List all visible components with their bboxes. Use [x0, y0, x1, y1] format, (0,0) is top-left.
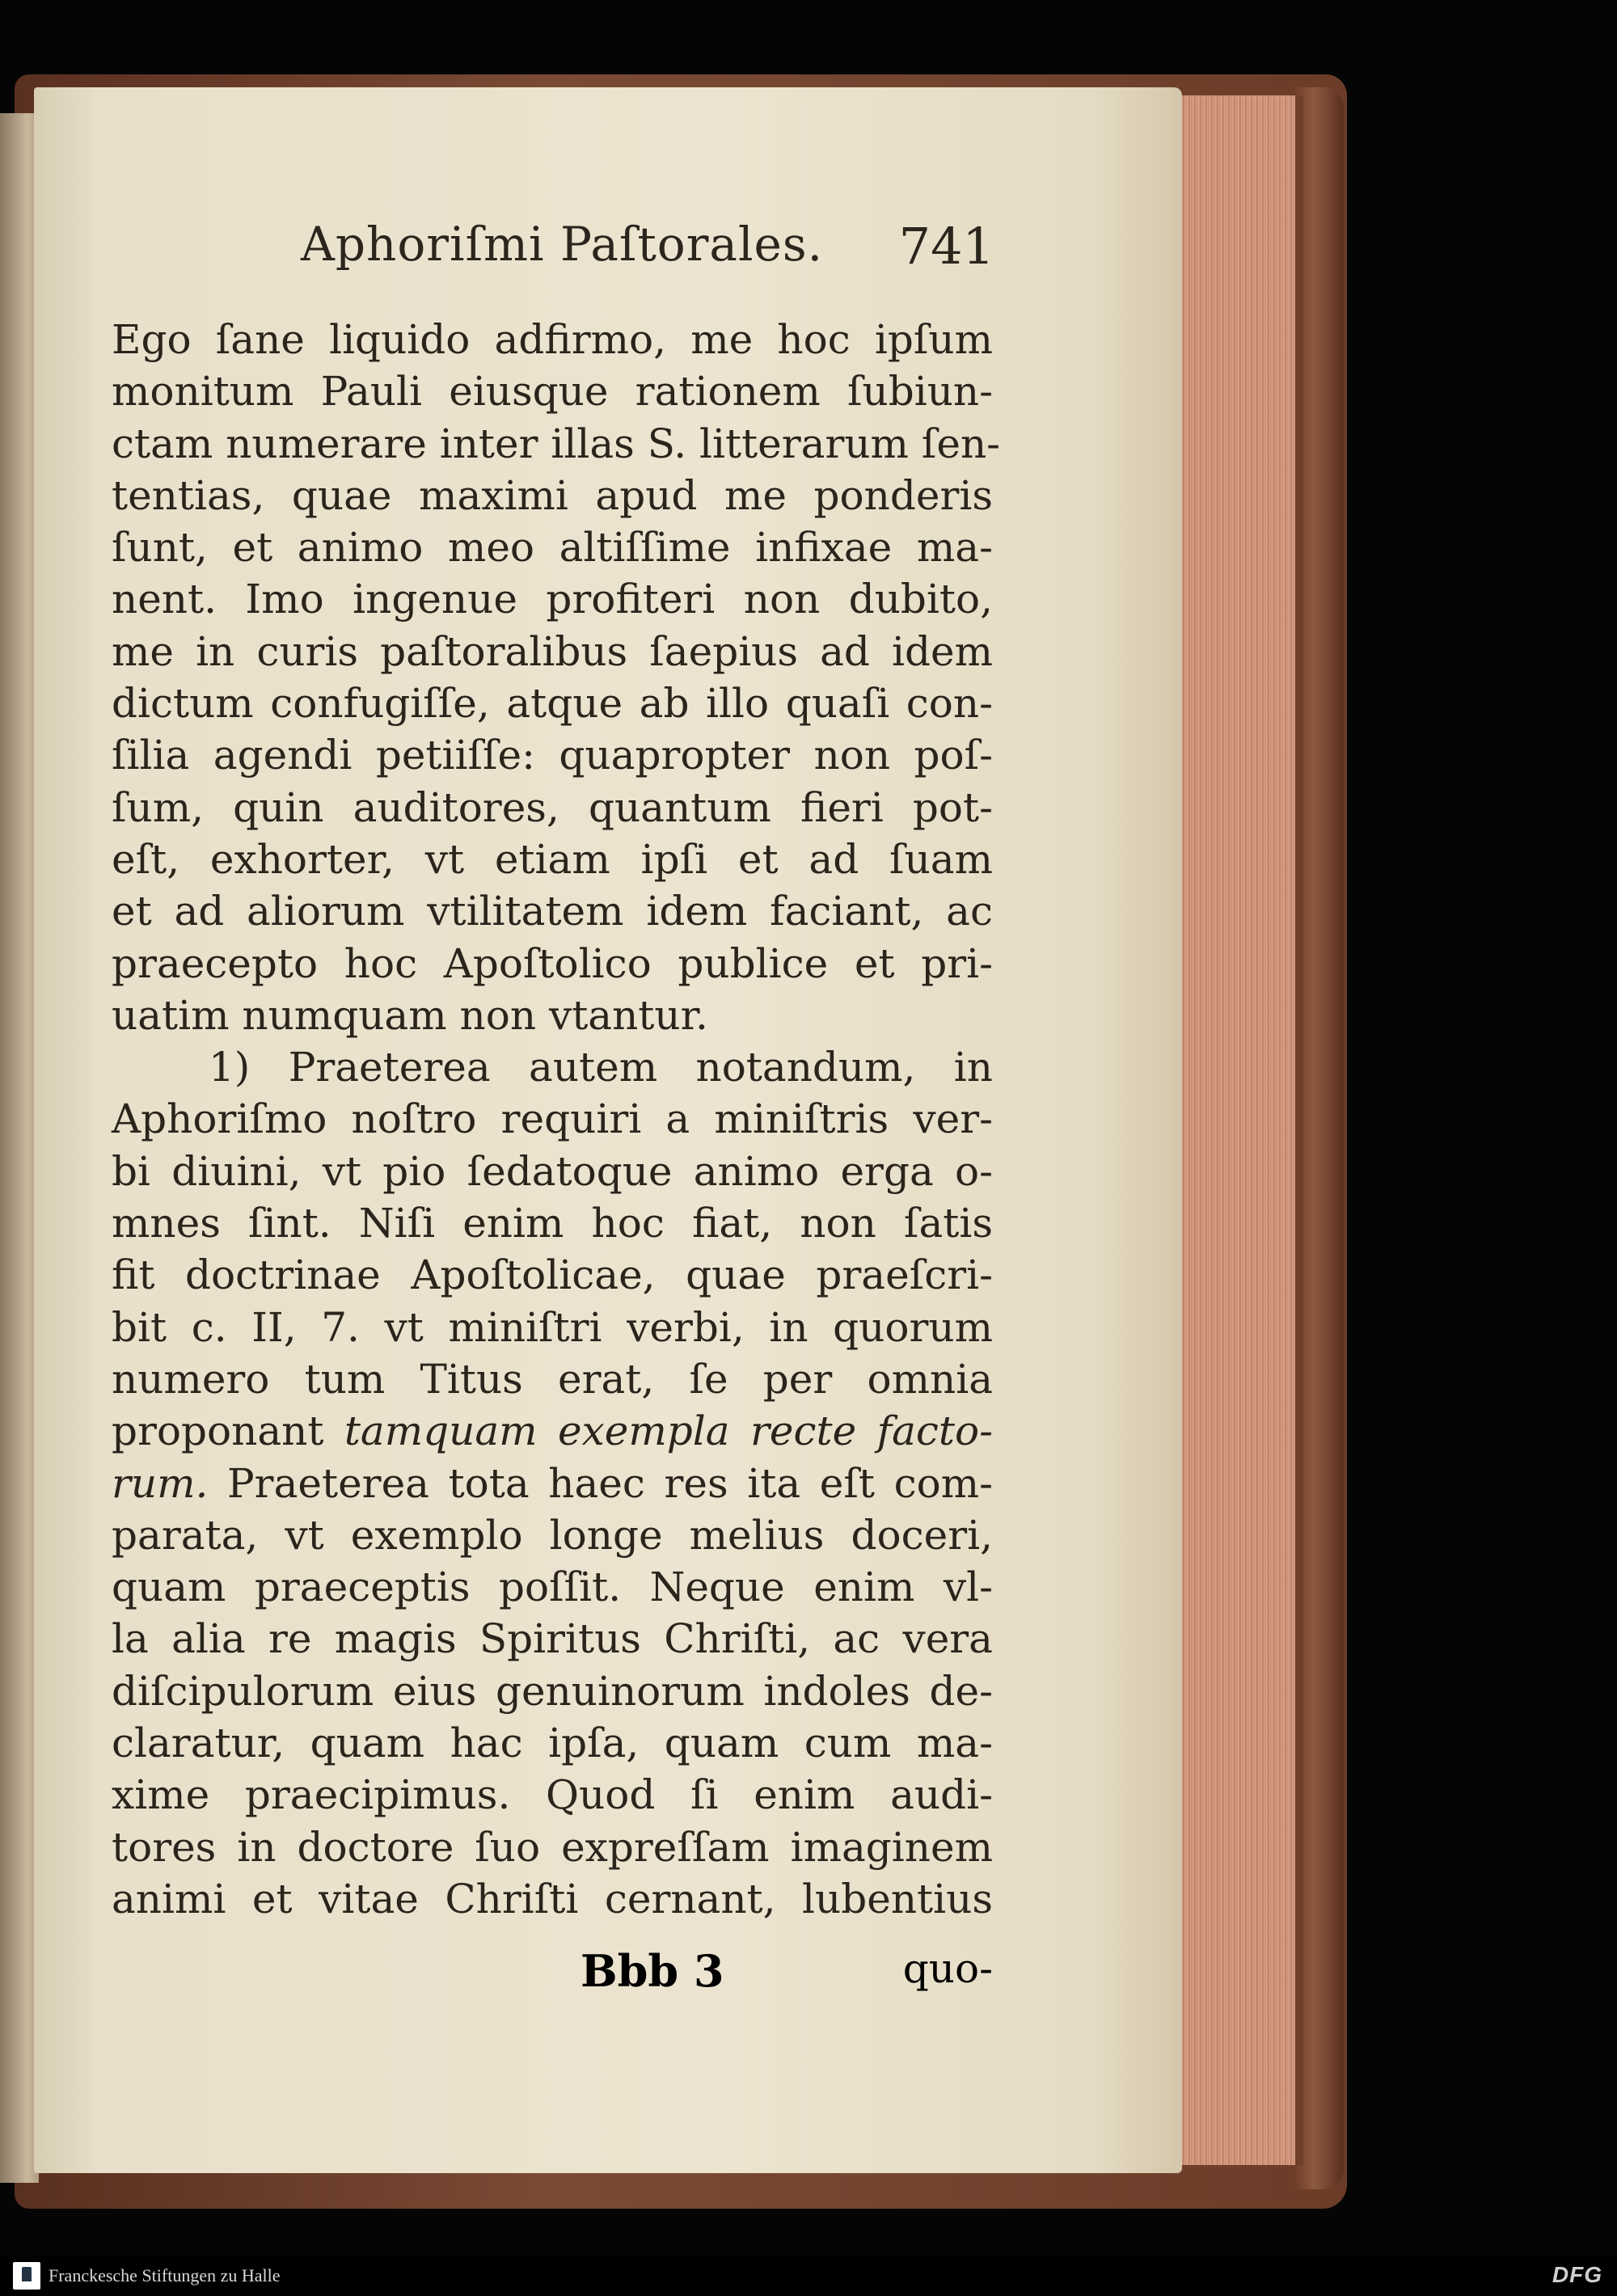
text-line: bit c. II, 7. vt miniſtri verbi, in quorum	[112, 1303, 993, 1351]
text-line: ſunt, et animo meo altiſſime infixae ma-	[112, 524, 993, 572]
text-line: nent. Imo ingenue profiteri non dubito,	[112, 576, 993, 623]
institution-name: Franckesche Stiftungen zu Halle	[49, 2265, 281, 2285]
page-foot	[112, 1945, 993, 2002]
text-line: tores in doctore ſuo expreſſam imaginem	[112, 1823, 993, 1871]
text-line: ſum, quin auditores, quantum fieri pot-	[112, 783, 993, 831]
text-line: Ego ſane liquido adfirmo, me hoc ipſum	[112, 316, 993, 363]
text-line: numero tum Titus erat, ſe per omnia	[112, 1355, 993, 1403]
page-edges	[1174, 95, 1303, 2165]
text-line: ctam numerare inter illas S. litterarum ſen-	[112, 420, 1001, 467]
page-number: 741	[898, 217, 994, 276]
facing-page-edge	[0, 113, 39, 2183]
text-run: proponant	[112, 1408, 344, 1455]
running-header	[301, 217, 994, 281]
text-line: monitum Pauli eiusque rationem ſubiun-	[112, 368, 993, 416]
institution-logo-icon	[13, 2262, 40, 2290]
text-line: diſcipulorum eius genuinorum indoles de-	[112, 1667, 993, 1715]
text-line: 1) Praeterea autem notandum, in	[209, 1044, 993, 1091]
text-line: uatim numquam non vtantur.	[112, 991, 708, 1039]
text-line: tentias, quae maximi apud me ponderis	[112, 471, 993, 519]
text-line: ſilia agendi petiiſſe: quapropter non poſ-	[112, 732, 993, 779]
text-line	[112, 1405, 993, 1457]
italic-run: tamquam exempla recte facto-	[344, 1408, 993, 1455]
signature-mark: Bbb 3	[581, 1945, 724, 1997]
text-run: Praeterea tota haec res ita eſt com-	[208, 1459, 993, 1507]
text-line: praecepto hoc Apoſtolico publice et pri-	[112, 939, 993, 987]
text-line: fit doctrinae Apoſtolicae, quae praeſcri-	[112, 1251, 993, 1299]
text-line: Aphoriſmo noſtro requiri a miniſtris ver-	[112, 1095, 993, 1143]
text-body	[112, 314, 1001, 1925]
text-line: animi et vitae Chriſti cernant, lubentius	[112, 1875, 993, 1922]
text-line: quam praeceptis poſſit. Neque enim vl-	[112, 1564, 993, 1611]
running-title: Aphoriſmi Paſtorales.	[301, 217, 824, 272]
viewer-footer	[0, 2256, 1617, 2296]
text-line: xime praecipimus. Quod ſi enim audi-	[112, 1771, 993, 1819]
text-line: dictum confugiſſe, atque ab illo quaſi con-	[112, 680, 993, 728]
catchword: quo-	[902, 1945, 993, 1992]
text-line: mnes ſint. Niſi enim hoc fiat, non ſatis	[112, 1200, 993, 1247]
text-line	[112, 1458, 993, 1509]
text-line: et ad aliorum vtilitatem idem faciant, ac	[112, 888, 993, 935]
text-line: claratur, quam hac ipſa, quam cum ma-	[112, 1720, 993, 1767]
text-line: me in curis paſtoralibus ſaepius ad idem	[112, 627, 993, 675]
text-line: bi diuini, vt pio ſedatoque animo erga o-	[112, 1147, 993, 1195]
text-line: parata, vt exemplo longe melius doceri,	[112, 1511, 993, 1559]
text-line: eſt, exhorter, vt etiam ipſi et ad ſuam	[112, 835, 993, 883]
dfg-logo: DFG	[1552, 2262, 1602, 2287]
text-line: la alia re magis Spiritus Chriſti, ac vera	[112, 1615, 993, 1663]
italic-run: rum.	[112, 1459, 209, 1507]
